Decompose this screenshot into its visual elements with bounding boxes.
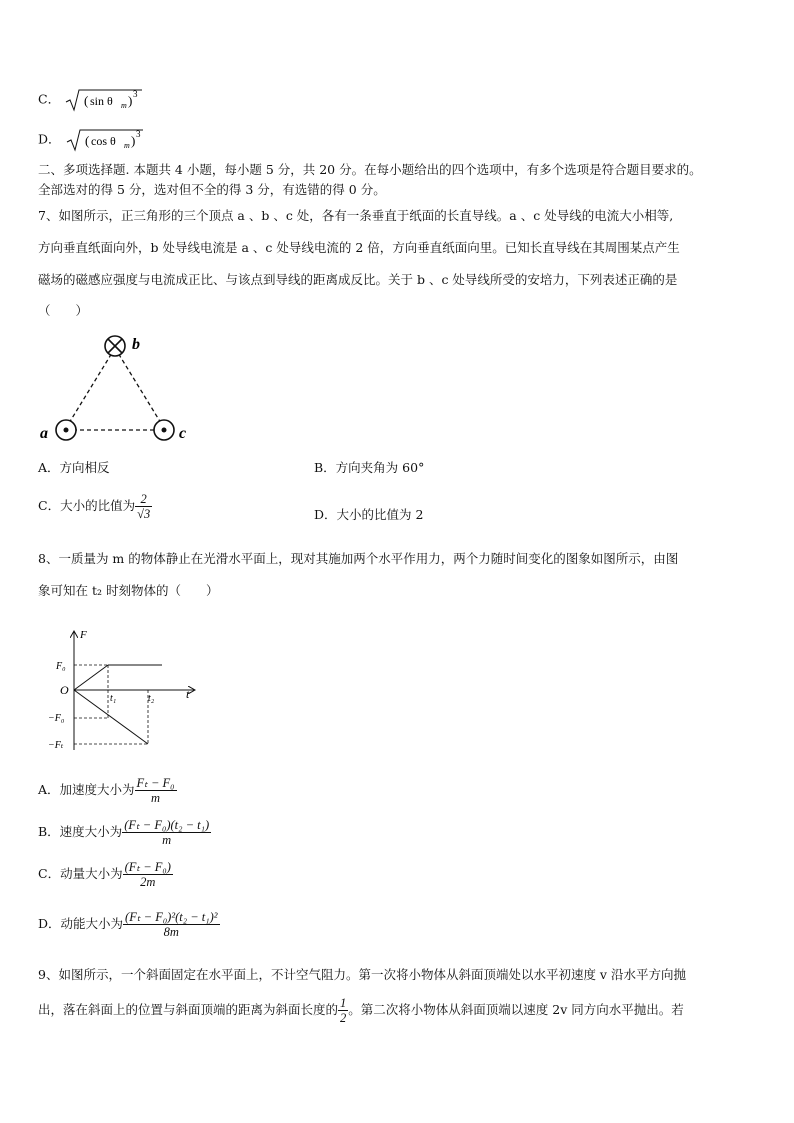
- label-c: c: [179, 425, 187, 442]
- prev-option-d: [38, 126, 145, 154]
- q8-option-c[interactable]: [38, 860, 173, 889]
- prev-option-c-exp: 3: [133, 89, 138, 99]
- q8-option-c-fraction: $\frac{\text{(Fₜ − F₀)}}{2m}$: [124, 860, 171, 889]
- graph-negFt-label: −Fₜ: [48, 740, 64, 751]
- q8-text-line1: 8、一质量为 m 的物体静止在光滑水平面上，现对其施加两个水平作用力，两个力随时间变化的图象如图所示，由图: [38, 551, 679, 566]
- q8-text-line2: 象可知在 t₂ 时刻物体的（ ）: [38, 583, 219, 598]
- q7-option-c[interactable]: [38, 492, 152, 521]
- q8-option-b-label: B．速度大小为: [38, 824, 123, 839]
- prev-option-c-inner: sin θ: [90, 94, 113, 108]
- q8-option-c-label: C．动量大小为: [38, 866, 123, 881]
- graph-x-axis-label: t: [186, 687, 190, 701]
- label-b: b: [132, 336, 140, 353]
- section-heading: 二、多项选择题. 本题共 4 小题，每小题 5 分，共 20 分。在每小题给出的四个选项中，有多个选项是符合题目要求的。: [38, 162, 702, 177]
- q7-triangle-figure: [36, 330, 206, 445]
- q7-text-line2: 方向垂直纸面向外，b 处导线电流是 a 、c 处导线电流的 2 倍，方向垂直纸面向里。已知长直导线在其周围某点产生: [38, 240, 680, 255]
- q8-force-time-graph: [44, 626, 204, 756]
- graph-F0-label: F₀: [56, 661, 66, 672]
- graph-origin-label: O: [60, 683, 69, 697]
- svg-text:(: (: [84, 133, 89, 148]
- q7-option-b[interactable]: B．方向夹角为 60°: [314, 460, 425, 475]
- q9-fraction-half: $\frac{1}{2}$: [340, 996, 347, 1025]
- prev-option-c-sub: m: [121, 101, 127, 110]
- q8-option-a-label: A．加速度大小为: [38, 782, 135, 797]
- q9-text-line1: 9、如图所示，一个斜面固定在水平面上，不计空气阻力。第一次将小物体从斜面顶端处以水平初速度 v 沿水平方向抛: [38, 967, 686, 982]
- q9-text-line2-b: 。第二次将小物体从斜面顶端以速度 2v 同方向水平抛出。若: [348, 1002, 684, 1017]
- prev-option-c: [38, 86, 144, 114]
- prev-option-c-formula: [64, 86, 144, 114]
- q7-text-line1: 7、如图所示，正三角形的三个顶点 a 、b 、c 处，各有一条垂直于纸面的长直导线。a 、c 处导线的电流大小相等,: [38, 208, 674, 223]
- q9-text-line2: [38, 996, 684, 1025]
- q9-text-line2-a: 出，落在斜面上的位置与斜面顶端的距离为斜面长度的: [38, 1002, 339, 1017]
- prev-option-d-inner: cos θ: [90, 134, 116, 148]
- svg-text:): ): [128, 93, 133, 108]
- prev-option-d-formula: [65, 126, 145, 154]
- section-scoring: 全部选对的得 5 分，选对但不全的得 3 分，有选错的得 0 分。: [38, 182, 386, 197]
- graph-negF0-label: −F₀: [48, 713, 65, 724]
- q8-option-a[interactable]: [38, 776, 177, 805]
- q7-option-c-fraction: $\frac{2}{√3}$: [137, 492, 151, 521]
- svg-text:): ): [130, 133, 135, 148]
- q7-option-d[interactable]: D．大小的比值为 2: [314, 507, 424, 522]
- graph-t1-label: t₁: [110, 693, 117, 704]
- q8-option-d[interactable]: [38, 910, 220, 939]
- label-a: a: [40, 425, 48, 442]
- q7-option-a[interactable]: A．方向相反: [38, 460, 110, 475]
- q8-option-a-fraction: $\frac{\text{Fₜ − F₀}}{m}$: [136, 776, 175, 805]
- q8-option-b[interactable]: [38, 818, 211, 847]
- q8-option-b-fraction: $\frac{\text{(Fₜ − F₀)(t₂ − t₁)}}{m}$: [124, 818, 210, 847]
- prev-option-d-label: D．: [38, 131, 61, 147]
- q8-option-d-fraction: $\frac{\text{(Fₜ − F₀)²(t₂ − t₁)²}}{8m}$: [125, 910, 218, 939]
- graph-t2-label: t₂: [148, 693, 155, 704]
- q7-text-line3: 磁场的磁感应强度与电流成正比、与该点到导线的距离成反比。关于 b 、c 处导线所受的安培力，下列表述正确的是: [38, 272, 678, 287]
- svg-text:(: (: [84, 93, 89, 108]
- prev-option-d-sub: m: [123, 141, 130, 150]
- q7-option-c-label: C．大小的比值为: [38, 498, 136, 513]
- graph-y-axis-label: F: [80, 629, 87, 641]
- prev-option-c-label: C．: [38, 91, 61, 107]
- prev-option-d-exp: 3: [135, 129, 141, 139]
- q7-answer-paren: （ ）: [38, 303, 89, 318]
- q8-option-d-label: D．动能大小为: [38, 916, 124, 931]
